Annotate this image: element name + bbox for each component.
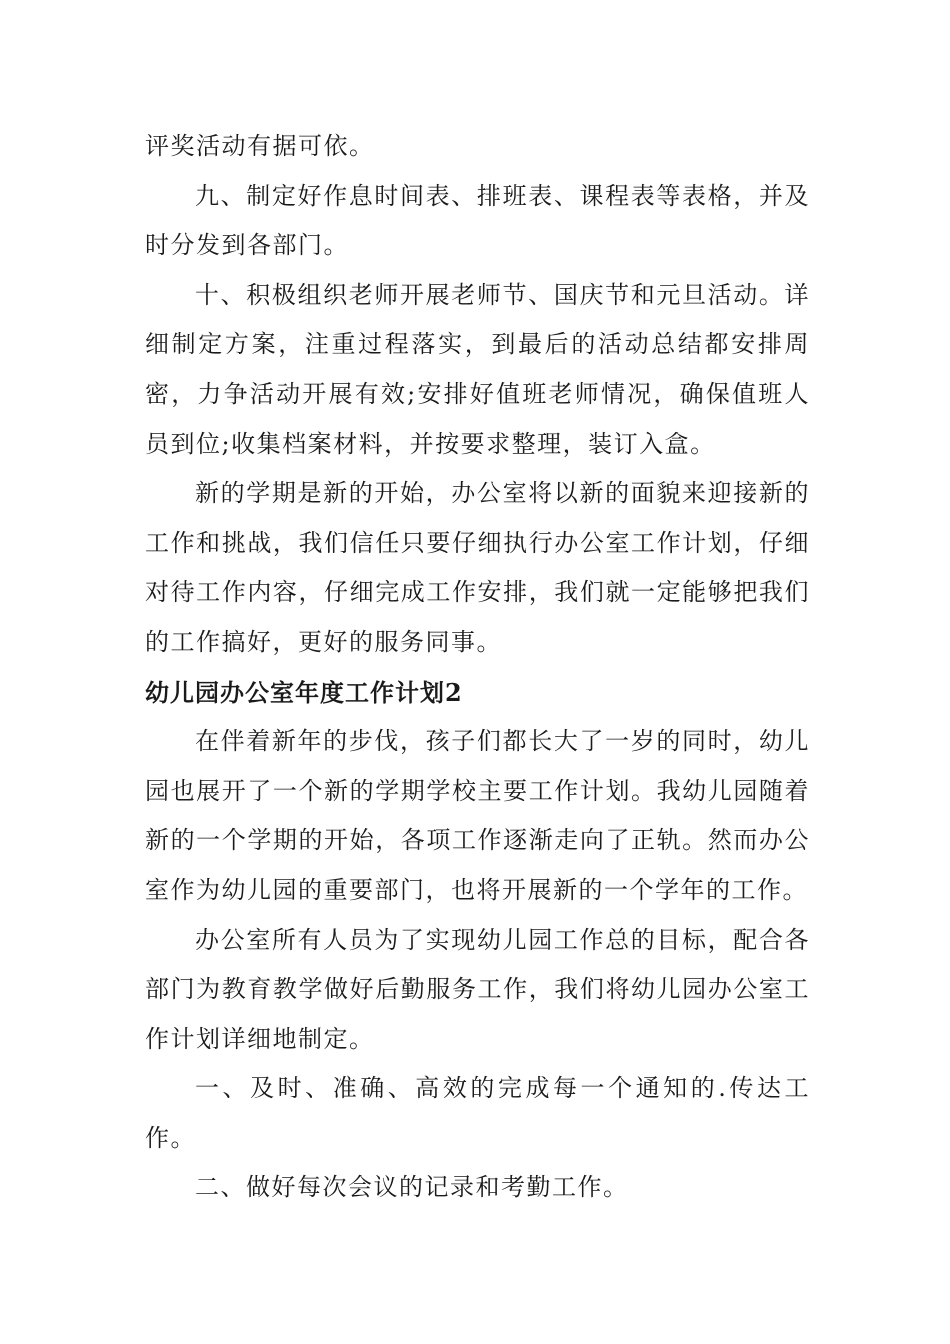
paragraph-item-two: 二、做好每次会议的记录和考勤工作。 [195,1173,629,1202]
paragraph-conclusion: 新的学期是新的开始，办公室将以新的面貌来迎接新的工作和挑战，我们信任只要仔细执行办公室工作计划，仔细对待工作内容，仔细完成工作安排，我们就一定能够把我们的工作搞好，更好的服务同事。 [145,479,810,656]
section-heading: 幼儿园办公室年度工作计划2 [145,677,463,707]
paragraph-goal: 办公室所有人员为了实现幼儿园工作总的目标，配合各部门为教育教学做好后勤服务工作，我们将幼儿园办公室工作计划详细地制定。 [145,925,810,1053]
paragraph-continuation: 评奖活动有据可依。 [145,132,375,160]
paragraph-item-ten: 十、积极组织老师开展老师节、国庆节和元旦活动。详细制定方案，注重过程落实，到最后的活动总结都安排周密，力争活动开展有效;安排好值班老师情况，确保值班人员到位;收集档案材料，并按要求整理，装订入盒。 [145,280,810,458]
paragraph-item-one: 一、及时、准确、高效的完成每一个通知的.传达工作。 [145,1074,810,1152]
paragraph-item-nine: 九、制定好作息时间表、排班表、课程表等表格，并及时分发到各部门。 [145,181,810,260]
paragraph-intro: 在伴着新年的步伐，孩子们都长大了一岁的同时，幼儿园也展开了一个新的学期学校主要工作计划。我幼儿园随着新的一个学期的开始，各项工作逐渐走向了正轨。然而办公室作为幼儿园的重要部门，也将开展新的一个学年的工作。 [145,727,810,904]
